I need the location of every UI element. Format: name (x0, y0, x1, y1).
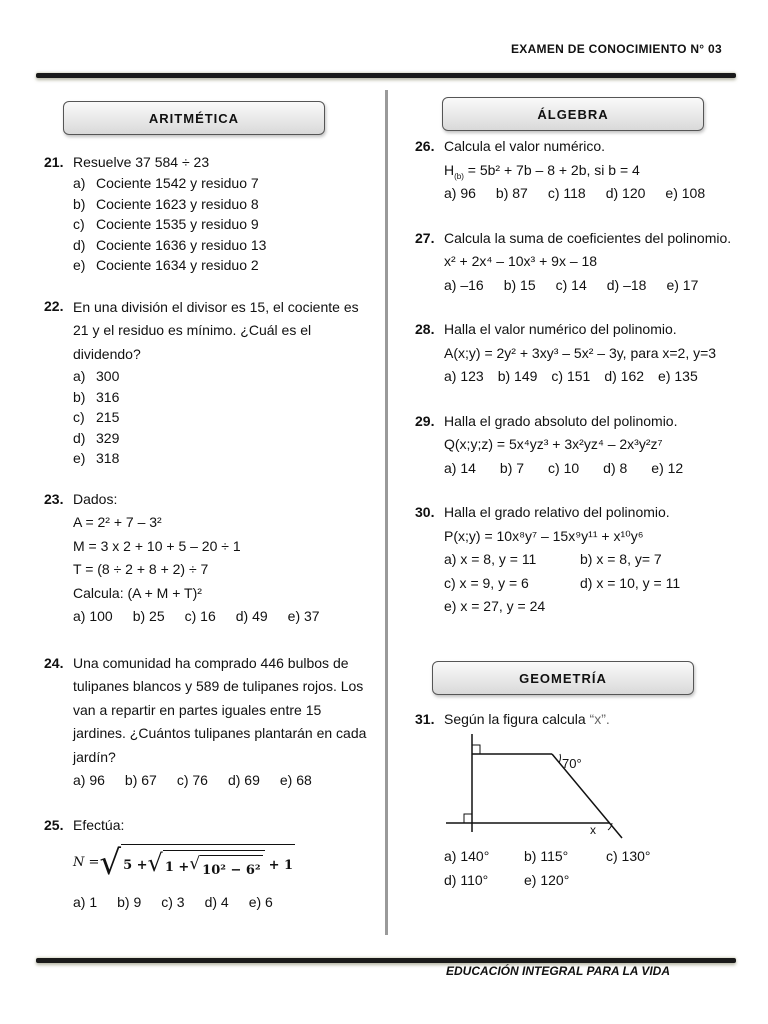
outer-radical: √ 5 + √ 1 + √ 10² − 6² + 1 (99, 842, 294, 883)
option: d) 8 (603, 459, 628, 476)
option: a) 123 (444, 368, 484, 384)
question-number: 26. (415, 138, 435, 154)
options-row (444, 365, 745, 389)
option: a) x = 8, y = 11 (444, 551, 537, 567)
question-text-main: Según la figura calcula (444, 711, 586, 727)
option (73, 214, 374, 235)
question-text: Halla el grado relativo del polinomio. (444, 504, 670, 520)
option: a) 140° (444, 848, 490, 864)
formula-lhs: N = (73, 855, 100, 870)
option (73, 387, 374, 408)
option-text: 215 (96, 409, 120, 425)
question-23 (44, 488, 374, 629)
options-row (73, 892, 374, 913)
option-text: Cociente 1535 y residuo 9 (96, 216, 259, 232)
option-text: Cociente 1636 y residuo 13 (96, 236, 267, 253)
option-letter: d) (73, 236, 86, 253)
question-30 (415, 501, 745, 619)
question-text: Efectúa: (73, 816, 125, 833)
option: b) 115° (524, 848, 569, 864)
options-list (73, 366, 374, 469)
section-algebra (442, 97, 704, 131)
formula-term: 5 + (123, 857, 148, 873)
given-a: A = 2² + 7 – 3² (73, 514, 162, 530)
question-text: Calcula la suma de coeficientes del polinomio. (444, 229, 732, 246)
option: c) 118 (547, 185, 586, 201)
option: d) 69 (227, 772, 260, 788)
option: d) 4 (204, 893, 229, 910)
right-angle-mark-bottom (464, 814, 472, 823)
question-number: 25. (44, 816, 64, 833)
option-text: Cociente 1542 y residuo 7 (96, 175, 259, 191)
question-number: 28. (415, 321, 435, 337)
question-number: 27. (415, 229, 435, 246)
option (73, 255, 374, 276)
option: e) 37 (287, 608, 320, 624)
option: e) 6 (248, 893, 273, 910)
option-letter: c) (73, 216, 85, 232)
option: d) 49 (235, 608, 268, 624)
section-geometria (432, 661, 694, 695)
options-list (73, 173, 374, 276)
question-number: 24. (44, 654, 64, 671)
options-row (444, 182, 745, 206)
option-text: Cociente 1623 y residuo 8 (96, 195, 259, 212)
option (73, 407, 374, 428)
question-21 (44, 152, 374, 276)
option: b) 9 (117, 893, 142, 910)
option: d) 110° (444, 872, 489, 888)
expr-subscript: (b) (454, 171, 464, 181)
formula-term: + 1 (268, 857, 294, 873)
option: a) 1 (73, 893, 98, 910)
option (73, 366, 374, 387)
question-variable: “x”. (589, 711, 610, 727)
question-22 (44, 296, 374, 469)
question-text: Una comunidad ha comprado 446 bulbos de tulipanes blancos y 589 de tulipanes rojos. Los van a repartir en partes iguales entre 15 jardines. ¿Cuántos tulipanes plantarán en cada jardín? (73, 654, 367, 765)
given-m: M = 3 x 2 + 10 + 5 – 20 ÷ 1 (73, 537, 241, 554)
options-grid (444, 548, 745, 619)
angle-label-x: x (590, 823, 596, 837)
option-letter: e) (73, 450, 86, 466)
option-text: Cociente 1634 y residuo 2 (96, 257, 259, 273)
option-text: 316 (96, 388, 120, 405)
question-29 (415, 410, 745, 481)
option: e) 120° (524, 872, 570, 888)
option-letter: c) (73, 409, 85, 425)
given-t: T = (8 ÷ 2 + 8 + 2) ÷ 7 (73, 561, 209, 577)
formula-term: 1 + (164, 860, 190, 875)
option: a) –16 (444, 276, 484, 293)
column-divider (385, 90, 388, 935)
option: a) 100 (73, 608, 113, 624)
option: e) 12 (651, 459, 684, 476)
option: b) 25 (132, 608, 165, 624)
option: b) 7 (499, 459, 525, 476)
angle-label-70: 70° (562, 756, 582, 771)
footer-slogan: EDUCACIÓN INTEGRAL PARA LA VIDA (446, 964, 671, 978)
expression: Q(x;y;z) = 5x⁴yz³ + 3x²yz⁴ – 2x³y²z⁷ (444, 436, 663, 452)
expression (444, 159, 745, 183)
question-24 (44, 652, 374, 793)
middle-radical: √ 1 + √ 10² − 6² (148, 850, 265, 881)
footer-rule (36, 958, 736, 963)
option-letter: a) (73, 175, 86, 191)
question-number: 23. (44, 490, 64, 507)
option-letter: d) (73, 429, 86, 446)
inner-radical: √ 10² − 6² (189, 855, 262, 881)
option: a) 96 (444, 185, 476, 201)
option: a) 14 (444, 459, 476, 476)
formula-term: 10² − 6² (202, 862, 261, 878)
option: b) 15 (503, 276, 536, 293)
option: b) 67 (124, 772, 157, 788)
option: d) 162 (604, 368, 645, 384)
options-grid (444, 844, 744, 892)
question-number: 22. (44, 297, 64, 314)
question-27 (415, 227, 745, 298)
header-rule (36, 73, 736, 78)
options-row (444, 274, 745, 298)
option: a) 96 (73, 772, 105, 788)
question-number: 31. (415, 711, 435, 727)
option-text: 300 (96, 368, 120, 384)
angle-arc-70 (559, 754, 560, 763)
option: e) 135 (658, 368, 698, 384)
left-column (44, 152, 374, 913)
expr-prefix: H (444, 161, 455, 178)
option: d) x = 10, y = 11 (580, 574, 681, 591)
question-number: 30. (415, 504, 435, 520)
section-algebra-label: ÁLGEBRA (537, 106, 609, 122)
question-31-options (444, 844, 744, 892)
option-text: 318 (96, 450, 120, 466)
question-25 (44, 815, 374, 913)
expr-rest: = 5b² + 7b – 8 + 2b, si b = 4 (463, 161, 640, 178)
option: e) 17 (666, 276, 699, 293)
option: e) 108 (665, 185, 706, 201)
right-angle-mark-top (472, 745, 480, 754)
option (73, 448, 374, 469)
calc-line: Calcula: (A + M + T)² (73, 584, 202, 601)
option: b) x = 8, y= 7 (580, 551, 662, 567)
radical-formula (73, 842, 374, 884)
question-text: Dados: (73, 490, 118, 507)
option (73, 173, 374, 194)
section-geometria-label: GEOMETRÍA (519, 670, 607, 686)
option-text: 329 (96, 429, 120, 446)
option-letter: a) (73, 368, 86, 384)
option: d) 120 (605, 185, 646, 201)
option: e) x = 27, y = 24 (444, 598, 546, 614)
trapezoid-figure (438, 728, 638, 844)
section-aritmetica (63, 101, 325, 135)
option-letter: e) (73, 257, 86, 273)
option: b) 87 (495, 185, 528, 201)
option: c) 76 (176, 772, 208, 788)
question-number: 29. (415, 412, 435, 429)
option-letter: b) (73, 388, 86, 405)
option: c) 151 (551, 368, 591, 384)
question-26 (415, 135, 745, 206)
exam-title: EXAMEN DE CONOCIMIENTO N° 03 (510, 42, 722, 56)
option (73, 235, 374, 256)
question-text: Halla el valor numérico del polinomio. (444, 321, 677, 337)
option-letter: b) (73, 195, 86, 212)
expression: A(x;y) = 2y² + 3xy³ – 5x² – 3y, para x=2, y=3 (444, 344, 717, 361)
option: d) –18 (606, 276, 647, 293)
option: b) 149 (497, 368, 538, 384)
question-text: Calcula el valor numérico. (444, 138, 606, 154)
question-text: Resuelve 37 584 ÷ 23 (73, 154, 210, 170)
question-number: 21. (44, 154, 64, 170)
question-text: En una división el divisor es 15, el cociente es 21 y el residuo es mínimo. ¿Cuál es el dividendo? (73, 298, 359, 362)
question-text: Halla el grado absoluto del polinomio. (444, 412, 678, 429)
question-28 (415, 318, 745, 389)
option: c) x = 9, y = 6 (444, 574, 529, 591)
option: c) 10 (548, 459, 580, 476)
option (73, 428, 374, 449)
expression: x² + 2x⁴ – 10x³ + 9x – 18 (444, 253, 598, 269)
option: c) 14 (555, 276, 587, 293)
option: c) 16 (184, 608, 216, 624)
option: c) 130° (606, 848, 651, 864)
expression: P(x;y) = 10x⁸y⁷ – 15x⁹y¹¹ + x¹⁰y⁶ (444, 527, 644, 544)
option: e) 68 (279, 772, 312, 788)
options-row (73, 769, 374, 793)
question-31 (415, 709, 768, 730)
options-row (73, 605, 374, 629)
options-row (444, 457, 745, 481)
option: c) 3 (161, 893, 185, 910)
right-column (415, 135, 745, 619)
section-aritmetica-label: ARITMÉTICA (148, 110, 240, 126)
question-text (444, 709, 768, 730)
option (73, 194, 374, 215)
